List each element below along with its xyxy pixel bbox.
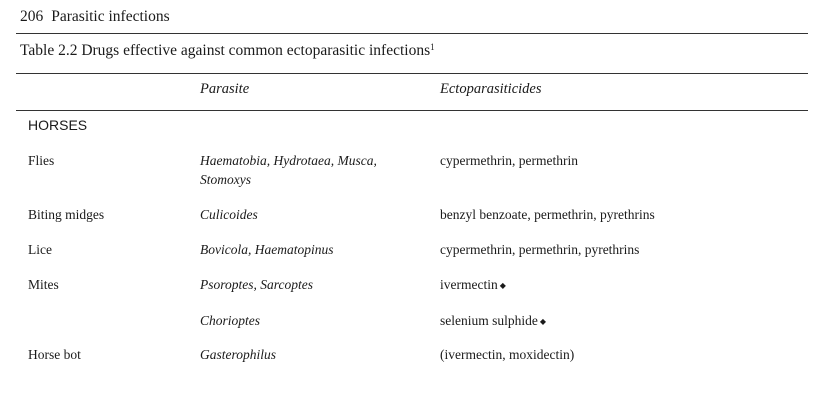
row-parasite: Psoroptes, Sarcoptes [200,277,313,292]
row-drugs: cypermethrin, permethrin, pyrethrins [440,242,640,257]
row-parasite: Gasterophilus [200,347,277,362]
caption-rule [16,73,808,74]
running-header [20,8,170,26]
row-drugs-text: selenium sulphide [440,313,538,328]
footnote-marker: 1 [430,42,435,52]
row-animal-type: Biting midges [28,207,105,222]
table-caption [20,42,435,60]
row-drugs: cypermethrin, permethrin [440,153,578,168]
diamond-marker-icon: ◆ [539,317,547,326]
row-drugs [440,275,506,295]
column-header-ectoparasiticides: Ectoparasiticides [440,81,542,97]
page-number: 206 [20,8,44,25]
column-header-parasite: Parasite [200,81,250,97]
row-animal-type: Horse bot [28,347,81,362]
row-drugs: benzyl benzoate, permethrin, pyrethrins [440,207,655,222]
row-parasite [200,151,377,189]
row-parasite-line: Haematobia, Hydrotaea, Musca, [200,153,377,168]
row-animal-type: Mites [28,277,59,292]
row-drugs: (ivermectin, moxidectin) [440,347,575,362]
row-parasite: Chorioptes [200,313,261,328]
table-caption-text: Table 2.2 Drugs effective against common ectoparasitic infections [20,42,431,59]
row-drugs-text: ivermectin [440,277,498,292]
running-header-title: Parasitic infections [51,8,170,25]
column-header-rule [16,110,808,111]
diamond-marker-icon: ◆ [499,281,506,290]
header-rule [16,33,808,34]
row-parasite: Culicoides [200,207,258,222]
row-parasite: Bovicola, Haematopinus [200,242,334,257]
row-drugs [440,311,546,331]
row-animal-type: Lice [28,242,52,257]
section-label-horses: HORSES [28,117,88,133]
row-parasite-line: Stomoxys [200,172,251,187]
row-animal-type: Flies [28,153,55,168]
